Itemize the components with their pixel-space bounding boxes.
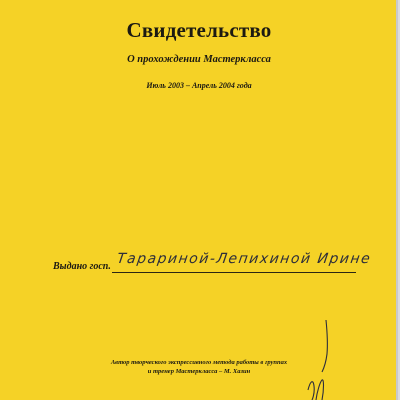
certificate-subtitle: О прохождении Мастеркласса <box>127 54 271 65</box>
certificate-title: Свидетельство <box>126 18 272 42</box>
author-note-line-1: Автор творческого экспрессивного метода работы в группах <box>110 359 288 366</box>
author-note-line-2: и тренер Мастеркласса – М. Хазин <box>147 368 251 375</box>
handwritten-signature <box>300 316 340 400</box>
certificate-period: Июль 2003 – Апрель 2004 года <box>146 81 252 90</box>
issued-to-label: Выдано госп. <box>53 261 111 272</box>
issued-to-underline <box>112 272 356 273</box>
recipient-name-handwritten: Тарариной-Лепихиной Ирине <box>115 251 373 267</box>
page-edge-shadow <box>396 0 398 400</box>
